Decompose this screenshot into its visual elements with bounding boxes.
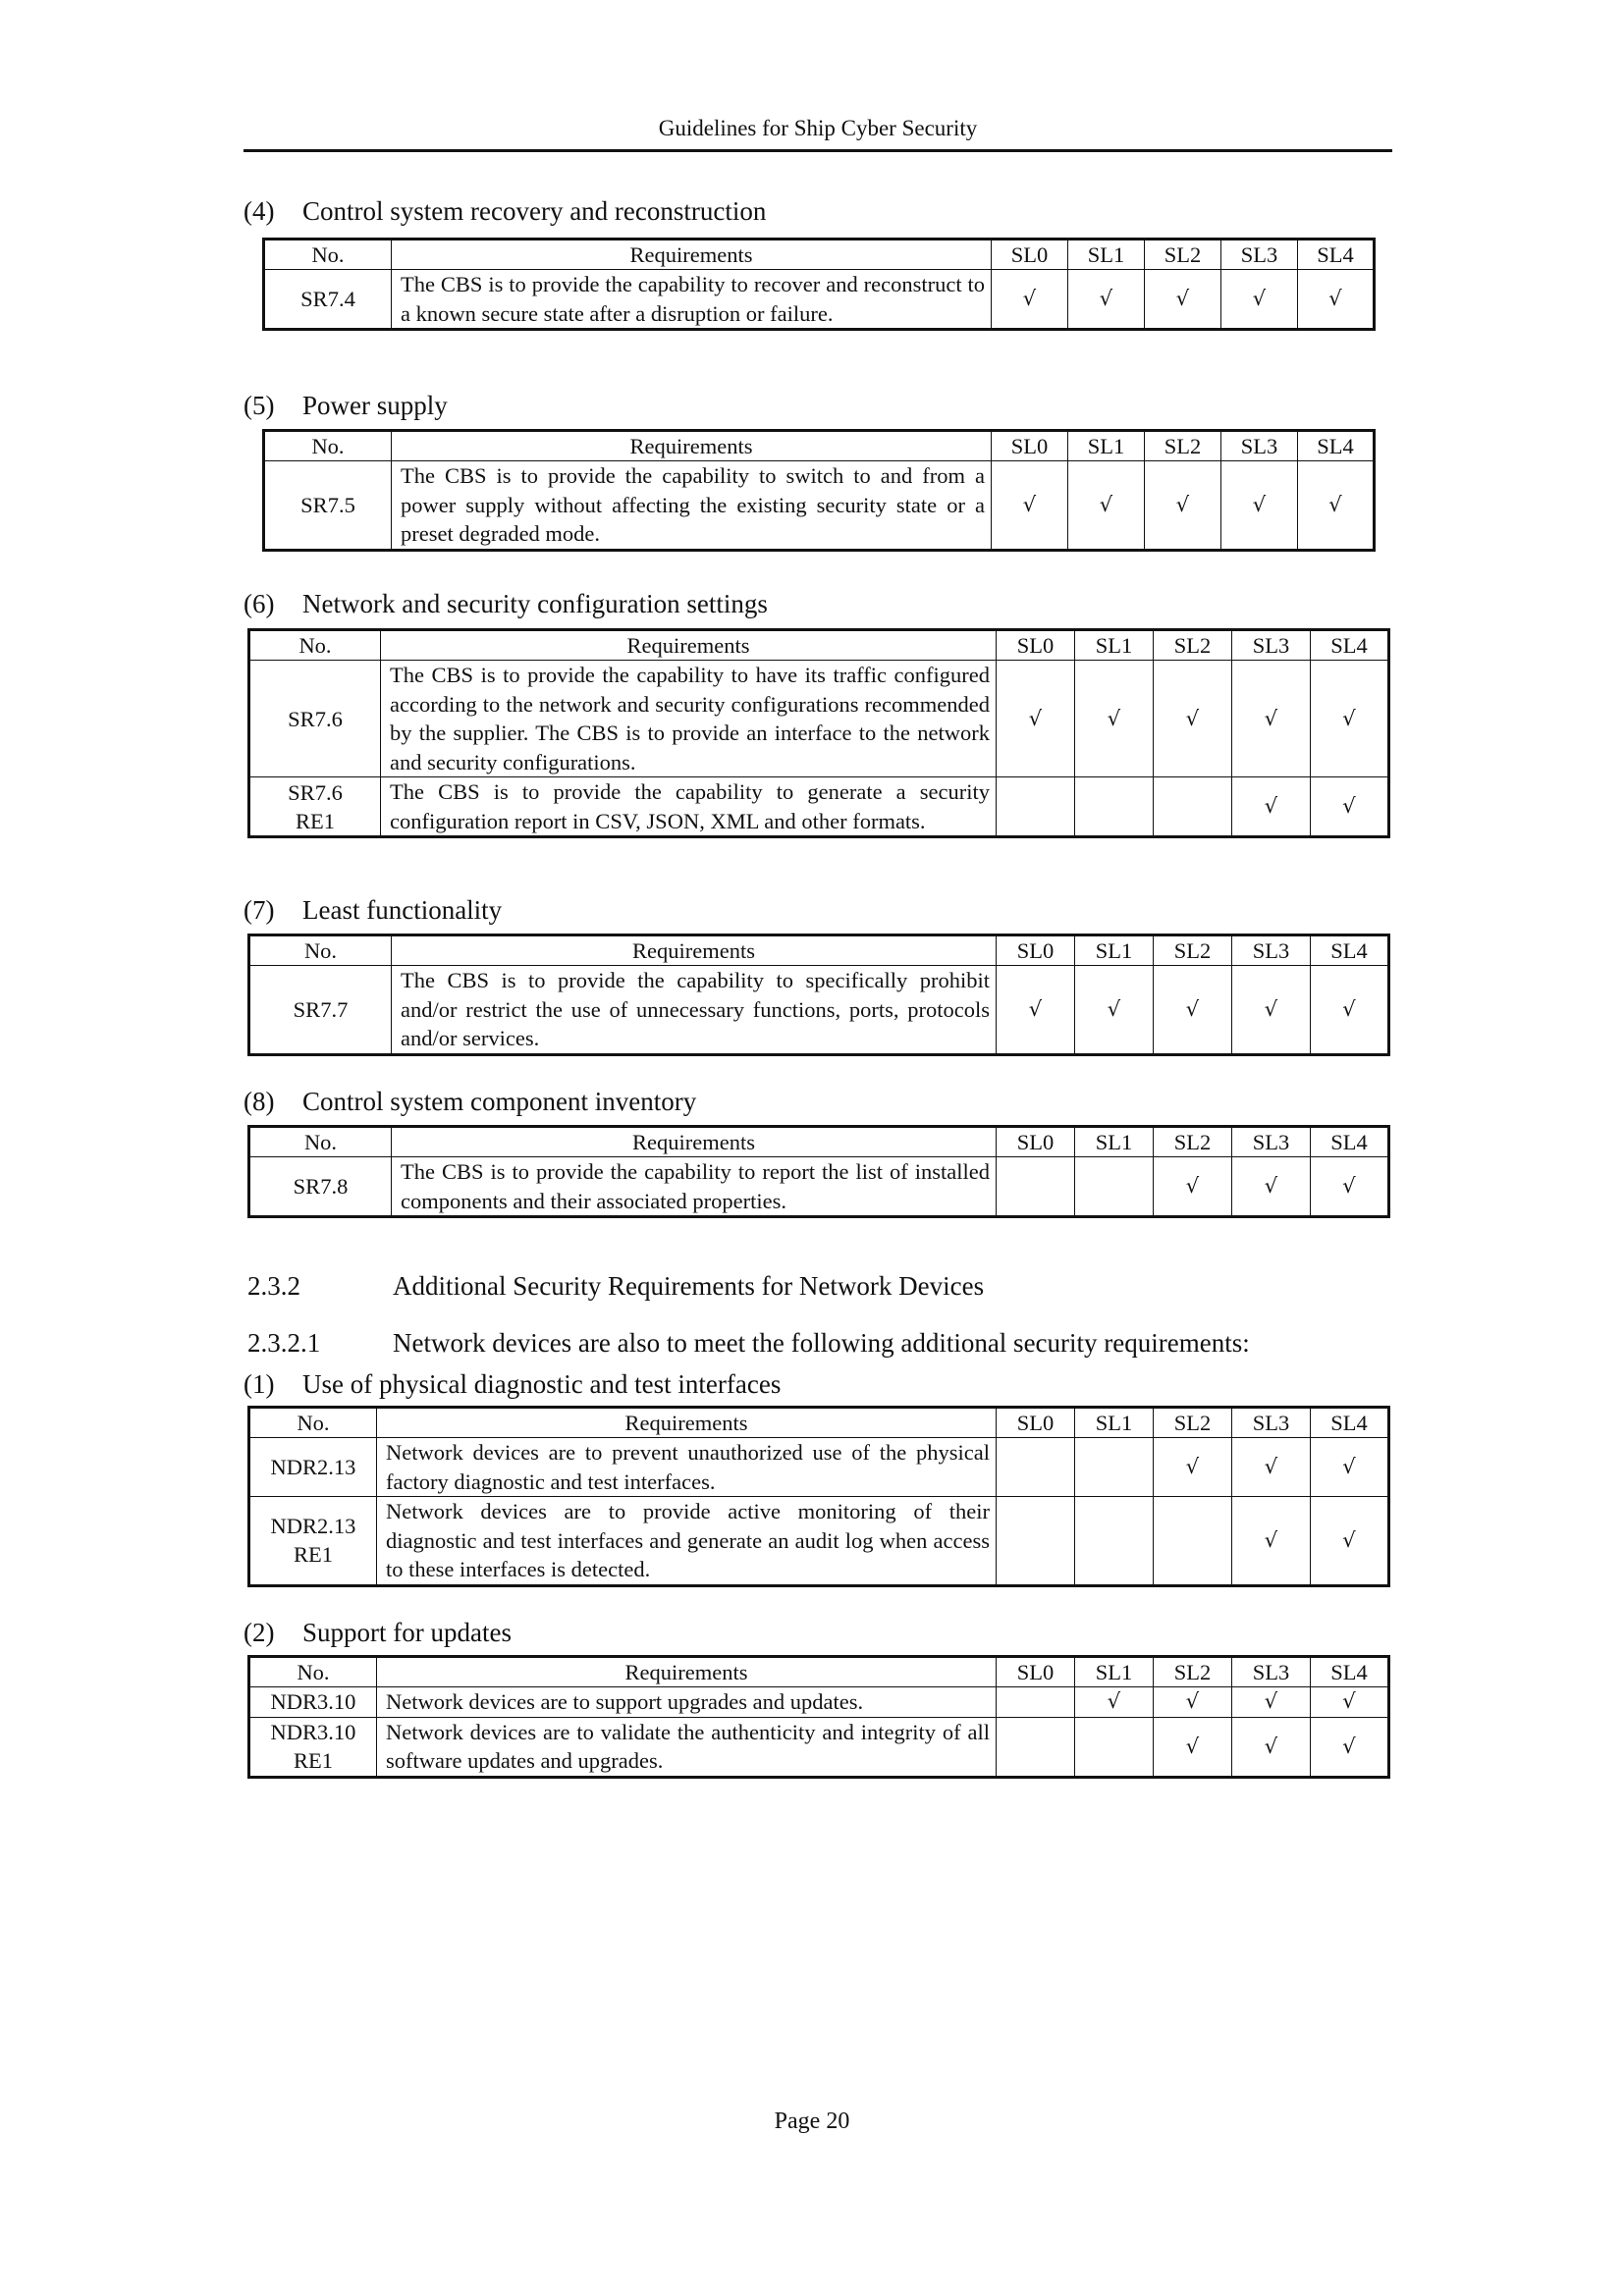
column-header-requirements: Requirements bbox=[392, 240, 992, 270]
column-header-sl0: SL0 bbox=[997, 1657, 1075, 1687]
level-cell-sl4 bbox=[1311, 966, 1389, 1055]
requirement-id-part: NDR2.13 bbox=[270, 1455, 356, 1479]
column-header-sl1: SL1 bbox=[1075, 1657, 1154, 1687]
level-cell-sl3 bbox=[1221, 270, 1298, 330]
clause-text: Network devices are also to meet the following additional security requirements: bbox=[393, 1328, 1250, 1358]
column-header-no: No. bbox=[249, 1408, 377, 1438]
column-header-sl0: SL0 bbox=[997, 630, 1075, 661]
requirement-id-part: NDR3.10 bbox=[270, 1720, 356, 1744]
column-header-sl0: SL0 bbox=[997, 1408, 1075, 1438]
level-cell-sl1 bbox=[1075, 1157, 1154, 1217]
requirements-table bbox=[262, 238, 1376, 331]
requirement-id bbox=[249, 1717, 377, 1777]
column-header-sl1: SL1 bbox=[1068, 240, 1145, 270]
page-footer bbox=[0, 2109, 1624, 2135]
section-number: (8) bbox=[244, 1087, 275, 1116]
column-header-sl1: SL1 bbox=[1068, 431, 1145, 461]
level-cell-sl1 bbox=[1068, 461, 1145, 551]
level-cell-sl2 bbox=[1145, 461, 1221, 551]
level-cell-sl2 bbox=[1154, 1497, 1232, 1586]
level-cell-sl2 bbox=[1154, 1687, 1232, 1718]
column-header-sl2: SL2 bbox=[1154, 630, 1232, 661]
check-mark-icon: √ bbox=[1252, 492, 1267, 516]
requirement-id-part: RE1 bbox=[293, 1542, 333, 1568]
requirement-text: The CBS is to provide the capability to specifically prohibit and/or restrict the use of unnecessary functions, ports, protocols and/or services. bbox=[392, 966, 997, 1055]
column-header-sl3: SL3 bbox=[1232, 935, 1311, 966]
clause-number: 2.3.2.1 bbox=[247, 1328, 321, 1358]
level-cell-sl3 bbox=[1232, 966, 1311, 1055]
column-header-sl4: SL4 bbox=[1311, 935, 1389, 966]
level-cell-sl2 bbox=[1154, 777, 1232, 837]
check-mark-icon: √ bbox=[1185, 1689, 1200, 1714]
requirement-id-part: SR7.6 bbox=[288, 779, 343, 805]
level-cell-sl3 bbox=[1232, 1438, 1311, 1497]
column-header-sl3: SL3 bbox=[1221, 240, 1298, 270]
level-cell-sl1 bbox=[1075, 777, 1154, 837]
section-number: (5) bbox=[244, 391, 275, 420]
level-cell-sl3 bbox=[1232, 1497, 1311, 1586]
column-header-sl4: SL4 bbox=[1311, 1408, 1389, 1438]
level-cell-sl0 bbox=[997, 777, 1075, 837]
level-cell-sl2 bbox=[1154, 661, 1232, 777]
section-name: Control system recovery and reconstruction bbox=[302, 196, 767, 226]
level-cell-sl0 bbox=[997, 1687, 1075, 1718]
check-mark-icon: √ bbox=[1342, 706, 1356, 730]
check-mark-icon: √ bbox=[1028, 996, 1043, 1021]
check-mark-icon: √ bbox=[1342, 1455, 1356, 1478]
requirements-table bbox=[247, 934, 1390, 1056]
check-mark-icon: √ bbox=[1107, 706, 1121, 730]
column-header-sl0: SL0 bbox=[997, 1127, 1075, 1157]
level-cell-sl2 bbox=[1154, 1438, 1232, 1497]
column-header-no: No. bbox=[249, 1657, 377, 1687]
heading-number: 2.3.2 bbox=[247, 1271, 300, 1301]
column-header-sl3: SL3 bbox=[1221, 431, 1298, 461]
check-mark-icon: √ bbox=[1264, 1174, 1278, 1198]
section-title bbox=[244, 196, 766, 227]
level-cell-sl1 bbox=[1075, 1717, 1154, 1777]
level-cell-sl0 bbox=[992, 270, 1068, 330]
requirements-table bbox=[247, 1125, 1390, 1218]
table-row bbox=[249, 661, 1389, 777]
check-mark-icon: √ bbox=[1185, 1734, 1200, 1758]
check-mark-icon: √ bbox=[1185, 706, 1200, 730]
requirement-id-part: SR7.6 bbox=[288, 706, 343, 731]
check-mark-icon: √ bbox=[1342, 1689, 1356, 1714]
table-header-row bbox=[264, 431, 1375, 461]
table-row bbox=[249, 1687, 1389, 1718]
requirement-text: The CBS is to provide the capability to switch to and from a power supply without affecting the existing security state or a preset degraded mode. bbox=[392, 461, 992, 551]
section-number: (4) bbox=[244, 196, 275, 226]
table-row bbox=[264, 461, 1375, 551]
table-header-row bbox=[249, 1657, 1389, 1687]
check-mark-icon: √ bbox=[1185, 1174, 1200, 1198]
requirement-text: The CBS is to provide the capability to report the list of installed components and their associated properties. bbox=[392, 1157, 997, 1217]
column-header-sl2: SL2 bbox=[1154, 1657, 1232, 1687]
page-number: Page 20 bbox=[774, 2109, 850, 2134]
requirement-id-part: SR7.5 bbox=[300, 492, 355, 517]
level-cell-sl0 bbox=[997, 966, 1075, 1055]
requirement-id bbox=[249, 1687, 377, 1718]
level-cell-sl1 bbox=[1075, 966, 1154, 1055]
section-title bbox=[244, 1618, 512, 1648]
requirement-text: Network devices are to prevent unauthorized use of the physical factory diagnostic and test interfaces. bbox=[377, 1438, 997, 1497]
heading-title: Additional Security Requirements for Network Devices bbox=[393, 1271, 985, 1301]
column-header-no: No. bbox=[249, 935, 392, 966]
level-cell-sl1 bbox=[1075, 1438, 1154, 1497]
requirement-text: The CBS is to provide the capability to recover and reconstruct to a known secure state after a disruption or failure. bbox=[392, 270, 992, 330]
level-cell-sl4 bbox=[1298, 461, 1375, 551]
column-header-sl2: SL2 bbox=[1154, 1408, 1232, 1438]
requirement-id bbox=[249, 966, 392, 1055]
level-cell-sl4 bbox=[1311, 1438, 1389, 1497]
table-row bbox=[249, 777, 1389, 837]
column-header-requirements: Requirements bbox=[392, 1127, 997, 1157]
check-mark-icon: √ bbox=[1342, 996, 1356, 1021]
check-mark-icon: √ bbox=[1328, 492, 1342, 516]
column-header-sl4: SL4 bbox=[1298, 240, 1375, 270]
level-cell-sl0 bbox=[997, 1497, 1075, 1586]
requirement-text: Network devices are to support upgrades and updates. bbox=[377, 1687, 997, 1718]
level-cell-sl1 bbox=[1075, 1687, 1154, 1718]
column-header-no: No. bbox=[249, 1127, 392, 1157]
level-cell-sl3 bbox=[1232, 1717, 1311, 1777]
requirement-id bbox=[249, 661, 381, 777]
check-mark-icon: √ bbox=[1107, 996, 1121, 1021]
section-title bbox=[244, 1087, 696, 1117]
level-cell-sl4 bbox=[1298, 270, 1375, 330]
table-row bbox=[249, 966, 1389, 1055]
level-cell-sl0 bbox=[997, 661, 1075, 777]
column-header-sl4: SL4 bbox=[1311, 1127, 1389, 1157]
section-number: (2) bbox=[244, 1618, 275, 1647]
requirement-text: The CBS is to provide the capability to generate a security configuration report in CSV, JSON, XML and other formats. bbox=[381, 777, 997, 837]
level-cell-sl4 bbox=[1311, 777, 1389, 837]
requirement-text: The CBS is to provide the capability to have its traffic configured according to the network and security configurations recommended by the supplier. The CBS is to provide an interface to the network and security configurations. bbox=[381, 661, 997, 777]
level-cell-sl4 bbox=[1311, 1717, 1389, 1777]
requirement-id-part: RE1 bbox=[293, 1748, 333, 1773]
column-header-sl3: SL3 bbox=[1232, 1127, 1311, 1157]
check-mark-icon: √ bbox=[1264, 1455, 1278, 1478]
check-mark-icon: √ bbox=[1107, 1689, 1121, 1714]
level-cell-sl1 bbox=[1068, 270, 1145, 330]
subsection-heading bbox=[247, 1271, 984, 1302]
table-header-row bbox=[249, 630, 1389, 661]
section-title bbox=[244, 589, 768, 619]
requirements-table bbox=[247, 1655, 1390, 1779]
section-title bbox=[244, 1369, 781, 1400]
check-mark-icon: √ bbox=[1175, 287, 1190, 310]
column-header-sl2: SL2 bbox=[1154, 1127, 1232, 1157]
section-title bbox=[244, 895, 502, 926]
level-cell-sl0 bbox=[997, 1717, 1075, 1777]
column-header-sl0: SL0 bbox=[997, 935, 1075, 966]
level-cell-sl2 bbox=[1154, 1717, 1232, 1777]
level-cell-sl1 bbox=[1075, 1497, 1154, 1586]
column-header-sl0: SL0 bbox=[992, 431, 1068, 461]
check-mark-icon: √ bbox=[1264, 996, 1278, 1021]
table-header-row bbox=[249, 1127, 1389, 1157]
check-mark-icon: √ bbox=[1028, 706, 1043, 730]
section-number: (7) bbox=[244, 895, 275, 925]
column-header-sl3: SL3 bbox=[1232, 1657, 1311, 1687]
column-header-sl0: SL0 bbox=[992, 240, 1068, 270]
check-mark-icon: √ bbox=[1099, 287, 1113, 310]
section-number: (1) bbox=[244, 1369, 275, 1399]
check-mark-icon: √ bbox=[1264, 1734, 1278, 1758]
section-name: Power supply bbox=[302, 391, 448, 420]
column-header-no: No. bbox=[249, 630, 381, 661]
check-mark-icon: √ bbox=[1342, 1527, 1356, 1552]
requirements-table bbox=[247, 1406, 1390, 1587]
column-header-sl2: SL2 bbox=[1154, 935, 1232, 966]
requirement-id bbox=[264, 270, 392, 330]
level-cell-sl2 bbox=[1145, 270, 1221, 330]
requirements-table bbox=[262, 429, 1376, 552]
level-cell-sl1 bbox=[1075, 661, 1154, 777]
column-header-requirements: Requirements bbox=[392, 431, 992, 461]
requirement-id bbox=[249, 1157, 392, 1217]
check-mark-icon: √ bbox=[1342, 1174, 1356, 1198]
requirement-id bbox=[249, 1497, 377, 1586]
check-mark-icon: √ bbox=[1264, 1527, 1278, 1552]
requirement-id-part: NDR3.10 bbox=[270, 1689, 356, 1715]
check-mark-icon: √ bbox=[1175, 492, 1190, 516]
table-row bbox=[249, 1717, 1389, 1777]
level-cell-sl0 bbox=[997, 1157, 1075, 1217]
section-name: Support for updates bbox=[302, 1618, 512, 1647]
table-header-row bbox=[264, 240, 1375, 270]
section-name: Network and security configuration settings bbox=[302, 589, 768, 618]
column-header-requirements: Requirements bbox=[381, 630, 997, 661]
level-cell-sl0 bbox=[997, 1438, 1075, 1497]
level-cell-sl4 bbox=[1311, 1497, 1389, 1586]
column-header-sl1: SL1 bbox=[1075, 935, 1154, 966]
check-mark-icon: √ bbox=[1342, 794, 1356, 818]
column-header-sl2: SL2 bbox=[1145, 431, 1221, 461]
column-header-requirements: Requirements bbox=[377, 1657, 997, 1687]
column-header-sl3: SL3 bbox=[1232, 630, 1311, 661]
check-mark-icon: √ bbox=[1099, 492, 1113, 516]
table-row bbox=[264, 270, 1375, 330]
table-row bbox=[249, 1157, 1389, 1217]
table-row bbox=[249, 1438, 1389, 1497]
section-name: Control system component inventory bbox=[302, 1087, 697, 1116]
column-header-sl4: SL4 bbox=[1298, 431, 1375, 461]
check-mark-icon: √ bbox=[1264, 1689, 1278, 1714]
column-header-requirements: Requirements bbox=[377, 1408, 997, 1438]
column-header-no: No. bbox=[264, 240, 392, 270]
requirement-id bbox=[249, 777, 381, 837]
check-mark-icon: √ bbox=[1022, 492, 1037, 516]
level-cell-sl2 bbox=[1154, 1157, 1232, 1217]
check-mark-icon: √ bbox=[1022, 287, 1037, 310]
section-title bbox=[244, 391, 448, 421]
column-header-sl1: SL1 bbox=[1075, 630, 1154, 661]
level-cell-sl3 bbox=[1232, 661, 1311, 777]
requirement-id-part: SR7.8 bbox=[293, 1174, 349, 1199]
table-header-row bbox=[249, 1408, 1389, 1438]
section-number: (6) bbox=[244, 589, 275, 618]
column-header-sl3: SL3 bbox=[1232, 1408, 1311, 1438]
requirement-id bbox=[249, 1438, 377, 1497]
requirement-id-part: SR7.4 bbox=[300, 287, 355, 311]
check-mark-icon: √ bbox=[1264, 794, 1278, 818]
clause-heading bbox=[247, 1328, 1250, 1359]
column-header-sl4: SL4 bbox=[1311, 630, 1389, 661]
level-cell-sl3 bbox=[1232, 1687, 1311, 1718]
column-header-sl4: SL4 bbox=[1311, 1657, 1389, 1687]
level-cell-sl3 bbox=[1221, 461, 1298, 551]
level-cell-sl3 bbox=[1232, 777, 1311, 837]
level-cell-sl4 bbox=[1311, 661, 1389, 777]
requirement-id-part: RE1 bbox=[295, 808, 335, 833]
level-cell-sl4 bbox=[1311, 1157, 1389, 1217]
level-cell-sl2 bbox=[1154, 966, 1232, 1055]
table-header-row bbox=[249, 935, 1389, 966]
level-cell-sl0 bbox=[992, 461, 1068, 551]
requirement-id bbox=[264, 461, 392, 551]
requirement-text: Network devices are to validate the authenticity and integrity of all software updates and upgrades. bbox=[377, 1717, 997, 1777]
section-name: Use of physical diagnostic and test interfaces bbox=[302, 1369, 782, 1399]
page-header bbox=[244, 116, 1392, 152]
level-cell-sl3 bbox=[1232, 1157, 1311, 1217]
requirement-text: Network devices are to provide active monitoring of their diagnostic and test interfaces and generate an audit log when access to these interfaces is detected. bbox=[377, 1497, 997, 1586]
level-cell-sl4 bbox=[1311, 1687, 1389, 1718]
column-header-sl2: SL2 bbox=[1145, 240, 1221, 270]
check-mark-icon: √ bbox=[1264, 706, 1278, 730]
column-header-requirements: Requirements bbox=[392, 935, 997, 966]
section-name: Least functionality bbox=[302, 895, 503, 925]
check-mark-icon: √ bbox=[1252, 287, 1267, 310]
check-mark-icon: √ bbox=[1328, 287, 1342, 310]
requirements-table bbox=[247, 628, 1390, 838]
table-row bbox=[249, 1497, 1389, 1586]
check-mark-icon: √ bbox=[1185, 996, 1200, 1021]
column-header-sl1: SL1 bbox=[1075, 1408, 1154, 1438]
check-mark-icon: √ bbox=[1185, 1455, 1200, 1478]
check-mark-icon: √ bbox=[1342, 1734, 1356, 1758]
column-header-no: No. bbox=[264, 431, 392, 461]
column-header-sl1: SL1 bbox=[1075, 1127, 1154, 1157]
requirement-id-part: SR7.7 bbox=[293, 996, 349, 1022]
requirement-id-part: NDR2.13 bbox=[270, 1514, 356, 1539]
document-title: Guidelines for Ship Cyber Security bbox=[658, 116, 978, 140]
